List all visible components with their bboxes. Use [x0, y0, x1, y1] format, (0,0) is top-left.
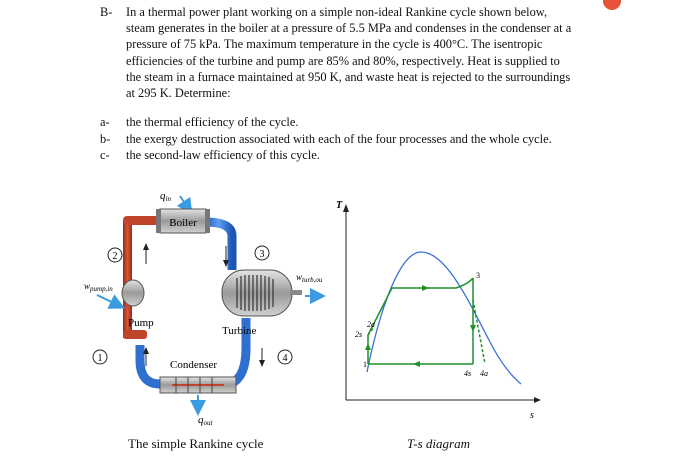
problem-line: steam generates in the boiler at a pressure of 5.5 MPa and condenses in the condenser at a	[126, 21, 572, 36]
task-label: c-	[100, 148, 110, 162]
problem-line: pressure of 75 kPa. The maximum temperature in the cycle is 400°C. The isentropic	[126, 37, 543, 52]
point-3-label: 3	[476, 271, 480, 280]
t-axis-arrow	[343, 204, 349, 212]
task-text: the exergy destruction associated with each of the four processes and the whole cycle.	[126, 131, 552, 146]
problem-line: efficiencies of the turbine and pump are 85% and 80%, respectively. Heat is supplied to	[126, 53, 560, 68]
state-3-label: 3	[259, 249, 265, 260]
point-4a-label: 4a	[480, 369, 488, 378]
point-4s-label: 4s	[464, 369, 472, 378]
state-4-label: 4	[282, 353, 288, 364]
task-label: b-	[100, 131, 111, 146]
s-axis-label: s	[530, 410, 534, 421]
t-axis-label: T	[336, 200, 343, 211]
s-axis-arrow	[534, 397, 541, 403]
state-2-label: 2	[112, 251, 118, 262]
state-1-label: 1	[97, 353, 103, 364]
turbine-label: Turbine	[222, 325, 257, 337]
point-2s-label: 2s	[355, 330, 363, 339]
cycle-path	[368, 278, 485, 364]
problem-line: the steam in a furnace maintained at 950 K, and waste heat is rejected to the surroundings	[126, 69, 571, 84]
boiler-label: Boiler	[169, 217, 197, 229]
w-turb-label: $w_{turb,ou}$	[296, 272, 323, 284]
w-pump-label: $w_{pump,in}$	[84, 281, 113, 293]
problem-label: B-	[100, 5, 113, 19]
cycle-direction-arrows	[365, 285, 476, 367]
ts-caption: T-s diagram	[407, 436, 470, 451]
cycle-caption: The simple Rankine cycle	[128, 436, 264, 451]
condenser-label: Condenser	[170, 359, 218, 371]
point-1-label: 1	[363, 360, 367, 369]
point-2a-label: 2a	[367, 320, 375, 329]
problem-line: at 295 K. Determine:	[126, 86, 231, 101]
pump-label: Pump	[128, 317, 154, 329]
problem-line: In a thermal power plant working on a simple non-ideal Rankine cycle shown below,	[126, 5, 548, 19]
task-label: a-	[100, 115, 110, 129]
task-text: the second-law efficiency of this cycle.	[126, 148, 320, 162]
task-text: the thermal efficiency of the cycle.	[126, 115, 299, 129]
q-out-label: qout	[198, 414, 213, 427]
q-in-label: qin	[160, 190, 171, 203]
